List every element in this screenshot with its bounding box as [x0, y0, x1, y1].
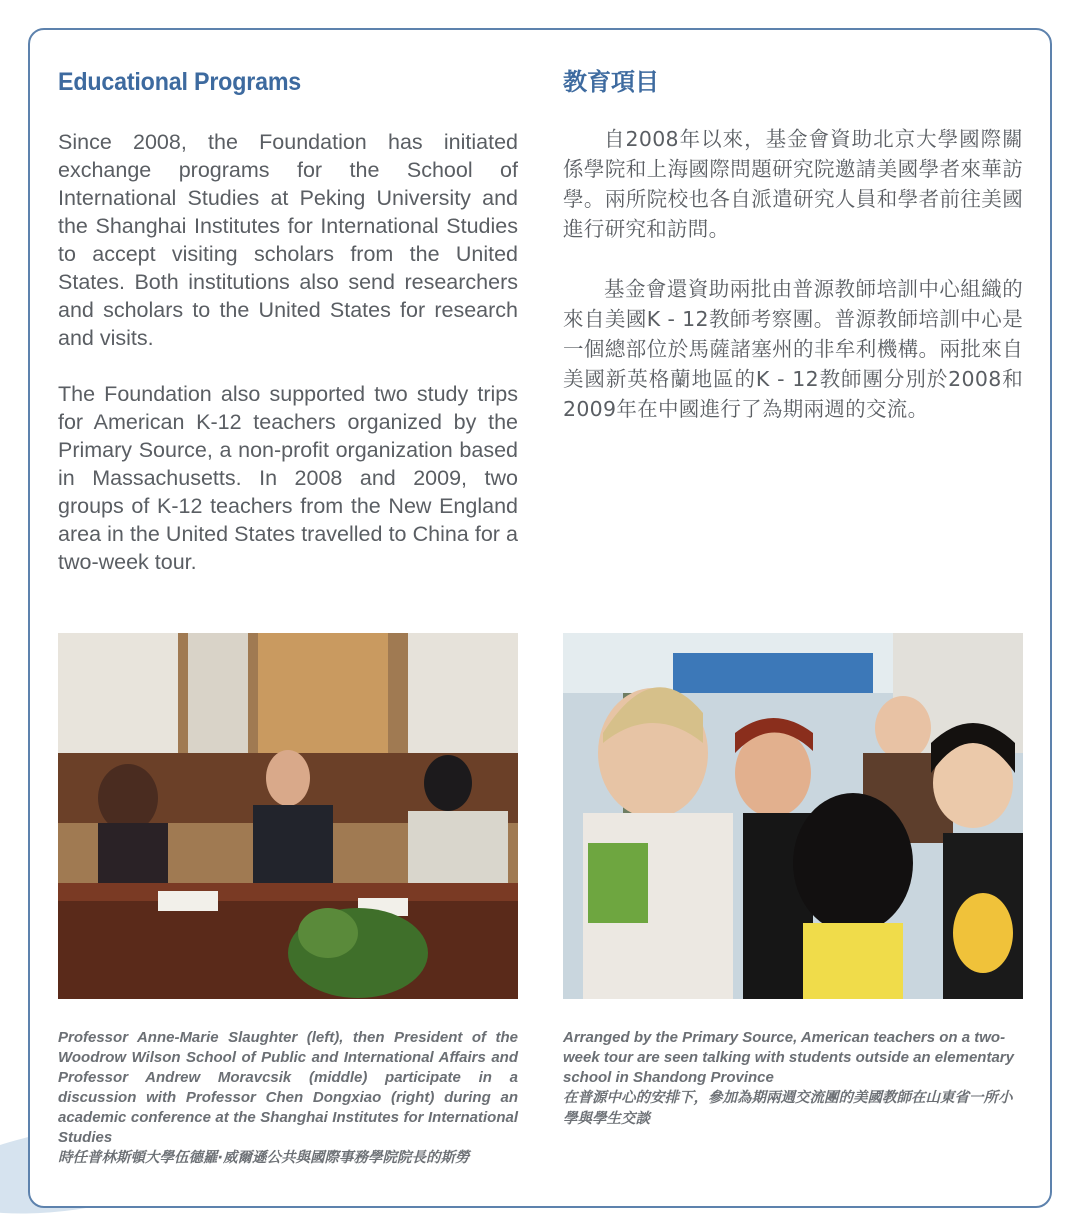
english-section-title: Educational Programs	[58, 68, 302, 96]
chinese-paragraph-2: 基金會還資助兩批由普源教師培訓中心組織的來自美國K - 12教師考察團。普源教師培訓中心是一個總部位於馬薩諸塞州的非牟利機構。兩批來自美國新英格蘭地區的K - 12教師團分別於2008和2009年在中國進行了為期兩週的交流。	[563, 277, 1023, 421]
english-body	[58, 128, 518, 604]
english-paragraph-1: Since 2008, the Foundation has initiated exchange programs for the School of International Studies at Peking University and the Shanghai Institutes for International Studies to accept visiting scholars from the United States. Both institutions also send researchers and scholars to the United States for research and visits.	[58, 130, 518, 350]
chinese-paragraph-1: 自2008年以來，基金會資助北京大學國際關係學院和上海國際問題研究院邀請美國學者來華訪學。兩所院校也各自派遣研究人員和學者前往美國進行研究和訪問。	[563, 127, 1023, 241]
teachers-students-photo	[563, 633, 1023, 999]
left-photo-caption	[58, 1028, 518, 1169]
conference-photo	[58, 633, 518, 999]
chinese-section-title: 教育項目	[563, 68, 659, 96]
right-caption-chinese: 在普源中心的安排下，參加為期兩週交流團的美國教師在山東省一所小學與學生交談	[563, 1090, 1013, 1127]
english-paragraph-2: The Foundation also supported two study trips for American K-12 teachers organized by the Primary Source, a non-profit organization based in Massachusetts. In 2008 and 2009, two groups of K-12 teachers from the New England area in the United States travelled to China for a two-week tour.	[58, 382, 518, 574]
chinese-body	[563, 124, 1023, 454]
left-caption-chinese: 時任普林斯頓大學伍德羅·威爾遜公共與國際事務學院院長的斯勞	[58, 1150, 470, 1166]
right-caption-english: Arranged by the Primary Source, American teachers on a two-week tour are seen talking with students outside an elementary school in Shandong Province	[563, 1029, 1014, 1086]
right-photo-caption	[563, 1028, 1023, 1130]
left-caption-english: Professor Anne-Marie Slaughter (left), then President of the Woodrow Wilson School of Public and International Affairs and Professor Andrew Moravcsik (middle) participate in a discussion with Professor Chen Dongxiao (right) during an academic conference at the Shanghai Institutes for International Studies	[58, 1029, 518, 1146]
